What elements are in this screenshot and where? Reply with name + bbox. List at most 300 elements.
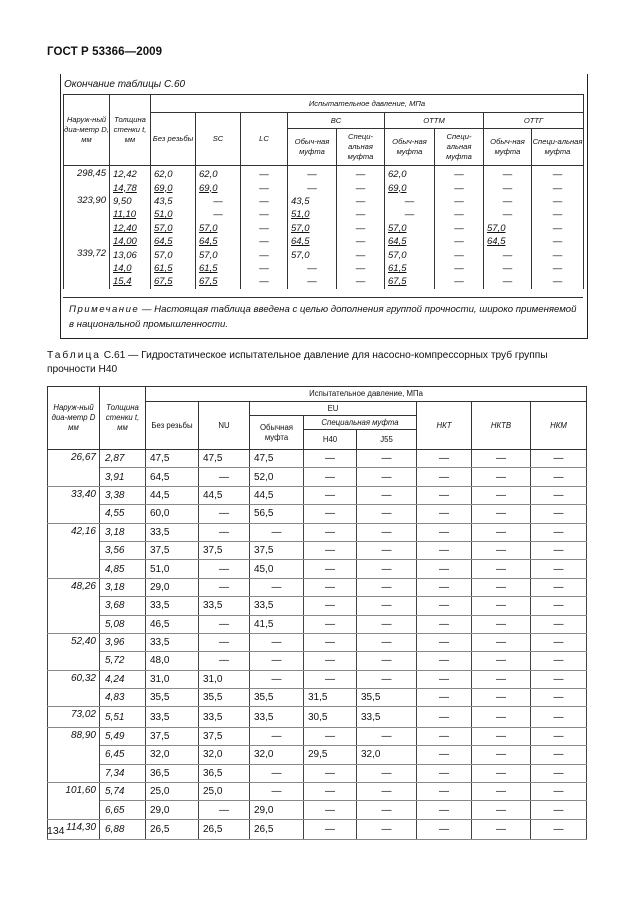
cell-pressure: —: [357, 633, 417, 651]
cell-pressure: —: [304, 523, 357, 541]
cell-pressure: —: [532, 222, 584, 235]
cell-pressure: —: [532, 195, 584, 208]
cell-pressure: —: [250, 652, 304, 670]
cell-pressure: 33,5: [146, 707, 199, 727]
cell-pressure: —: [472, 707, 531, 727]
cell-wall: 3,18: [100, 523, 146, 541]
cell-pressure: 35,5: [250, 689, 304, 707]
cell-pressure: —: [531, 450, 587, 468]
cell-pressure: —: [472, 727, 531, 745]
cell-pressure: —: [532, 208, 584, 221]
cell-pressure: —: [531, 541, 587, 559]
cell-pressure: —: [417, 764, 472, 782]
cell-pressure: —: [250, 670, 304, 688]
cell-pressure: 57,0: [288, 248, 337, 261]
cell-pressure: —: [417, 819, 472, 839]
cell-pressure: —: [484, 248, 532, 261]
table-row: [64, 195, 584, 208]
cell-pressure: —: [250, 727, 304, 745]
cell-pressure: —: [357, 578, 417, 596]
cell-pressure: 57,0: [484, 222, 532, 235]
page-number: 134: [47, 825, 65, 837]
cell-pressure: 41,5: [250, 615, 304, 633]
cell-pressure: —: [472, 819, 531, 839]
table-row: [48, 727, 587, 745]
col-header-sc: SC: [196, 113, 241, 166]
cell-pressure: 69,0: [196, 181, 241, 194]
t61-col-header-j55: J55: [357, 430, 417, 450]
t61-col-header-plain: Без резьбы: [146, 402, 199, 450]
cell-pressure: 29,0: [146, 801, 199, 819]
cell-pressure: 43,5: [151, 195, 196, 208]
cell-pressure: —: [241, 248, 288, 261]
t61-col-header-hkt: НКТ: [417, 402, 472, 450]
cell-pressure: —: [304, 560, 357, 578]
cell-od: 42,16: [48, 523, 100, 578]
cell-pressure: —: [531, 633, 587, 651]
table-c61-body: [48, 450, 587, 840]
cell-wall: 6,65: [100, 801, 146, 819]
table-c61-label: Таблица: [47, 350, 101, 361]
cell-wall: 5,08: [100, 615, 146, 633]
cell-pressure: —: [250, 523, 304, 541]
cell-pressure: —: [357, 670, 417, 688]
cell-pressure: 33,5: [146, 633, 199, 651]
cell-pressure: —: [241, 222, 288, 235]
col-header-lc: LC: [241, 113, 288, 166]
cell-pressure: —: [532, 235, 584, 248]
cell-pressure: 64,5: [484, 235, 532, 248]
cell-pressure: —: [199, 560, 250, 578]
table-c61: [47, 386, 587, 840]
cell-wall: 11,10: [110, 208, 151, 221]
table-row: [64, 248, 584, 261]
cell-pressure: —: [472, 801, 531, 819]
cell-pressure: 57,0: [151, 222, 196, 235]
table-row: [64, 275, 584, 288]
cell-pressure: —: [417, 633, 472, 651]
cell-od: [64, 275, 110, 288]
cell-pressure: 35,5: [199, 689, 250, 707]
cell-pressure: —: [531, 578, 587, 596]
col-header-ottg-special: Специ-альная муфта: [532, 129, 584, 166]
cell-pressure: —: [199, 633, 250, 651]
table-row: [48, 560, 587, 578]
cell-pressure: —: [241, 195, 288, 208]
cell-pressure: 47,5: [250, 450, 304, 468]
cell-pressure: 52,0: [250, 468, 304, 486]
table-c60: [63, 94, 584, 289]
cell-pressure: —: [357, 597, 417, 615]
t61-col-header-pressure: Испытательное давление, МПа: [146, 387, 587, 402]
t61-col-header-h40: Н40: [304, 430, 357, 450]
cell-wall: 5,72: [100, 652, 146, 670]
cell-wall: 5,51: [100, 707, 146, 727]
col-header-ottm-special: Специ-альная муфта: [435, 129, 484, 166]
cell-pressure: 29,0: [146, 578, 199, 596]
cell-pressure: —: [357, 523, 417, 541]
cell-pressure: 37,5: [250, 541, 304, 559]
cell-pressure: 48,0: [146, 652, 199, 670]
cell-pressure: —: [357, 764, 417, 782]
cell-pressure: 33,5: [357, 707, 417, 727]
cell-wall: 9,50: [110, 195, 151, 208]
cell-od: 26,67: [48, 450, 100, 487]
cell-pressure: 69,0: [385, 181, 435, 194]
cell-pressure: —: [531, 783, 587, 801]
cell-pressure: —: [337, 262, 385, 275]
cell-pressure: —: [199, 505, 250, 523]
cell-pressure: 61,5: [196, 262, 241, 275]
cell-pressure: 30,5: [304, 707, 357, 727]
cell-pressure: —: [435, 248, 484, 261]
cell-wall: 14,78: [110, 181, 151, 194]
cell-pressure: —: [417, 707, 472, 727]
table-row: [64, 181, 584, 194]
cell-pressure: —: [357, 783, 417, 801]
cell-od: 88,90: [48, 727, 100, 782]
table-row: [48, 578, 587, 596]
cell-pressure: —: [532, 166, 584, 182]
cell-pressure: —: [417, 468, 472, 486]
cell-pressure: 25,0: [146, 783, 199, 801]
cell-pressure: —: [531, 486, 587, 504]
cell-pressure: —: [472, 523, 531, 541]
cell-pressure: 64,5: [151, 235, 196, 248]
cell-wall: 14,0: [110, 262, 151, 275]
cell-pressure: 29,5: [304, 746, 357, 764]
table-c60-note: [63, 297, 583, 332]
note-label: Примечание: [69, 304, 140, 315]
cell-pressure: 25,0: [199, 783, 250, 801]
cell-pressure: —: [241, 208, 288, 221]
cell-pressure: —: [531, 670, 587, 688]
cell-wall: 14,00: [110, 235, 151, 248]
cell-pressure: —: [304, 783, 357, 801]
t61-col-header-od: Наруж-ный диа-метр D мм: [48, 387, 100, 450]
col-header-pressure: Испытательное давление, МПа: [151, 95, 584, 113]
t61-col-header-regular: Обычная муфта: [250, 416, 304, 450]
table-row: [48, 523, 587, 541]
cell-pressure: —: [357, 450, 417, 468]
cell-pressure: —: [304, 578, 357, 596]
cell-pressure: —: [199, 652, 250, 670]
cell-pressure: 44,5: [199, 486, 250, 504]
table-row: [48, 689, 587, 707]
table-row: [64, 262, 584, 275]
cell-pressure: —: [304, 801, 357, 819]
cell-pressure: —: [196, 195, 241, 208]
cell-pressure: —: [288, 262, 337, 275]
cell-pressure: 32,0: [199, 746, 250, 764]
cell-wall: 12,40: [110, 222, 151, 235]
cell-pressure: —: [472, 689, 531, 707]
t61-col-header-special: Специальная муфта: [304, 416, 417, 430]
cell-pressure: —: [435, 235, 484, 248]
cell-pressure: 67,5: [385, 275, 435, 288]
cell-pressure: —: [357, 560, 417, 578]
cell-pressure: —: [385, 208, 435, 221]
cell-pressure: —: [199, 578, 250, 596]
cell-pressure: 33,5: [250, 707, 304, 727]
cell-pressure: 37,5: [146, 727, 199, 745]
cell-pressure: —: [385, 195, 435, 208]
cell-pressure: —: [241, 235, 288, 248]
cell-wall: 13,06: [110, 248, 151, 261]
cell-pressure: 44,5: [250, 486, 304, 504]
table-c60-caption: Окончание таблицы С.60: [64, 79, 186, 90]
cell-pressure: —: [417, 560, 472, 578]
cell-od: 101,60: [48, 783, 100, 820]
cell-pressure: 26,5: [199, 819, 250, 839]
cell-pressure: 62,0: [151, 166, 196, 182]
cell-pressure: —: [472, 670, 531, 688]
table-row: [48, 633, 587, 651]
cell-pressure: —: [531, 707, 587, 727]
cell-pressure: 43,5: [288, 195, 337, 208]
cell-wall: 4,55: [100, 505, 146, 523]
cell-pressure: 56,5: [250, 505, 304, 523]
col-header-ottg-regular: Обыч-ная муфта: [484, 129, 532, 166]
cell-od: 60,32: [48, 670, 100, 707]
table-row: [64, 166, 584, 182]
cell-pressure: —: [357, 727, 417, 745]
t61-col-header-hktv: НКТВ: [472, 402, 531, 450]
cell-pressure: —: [241, 262, 288, 275]
cell-pressure: —: [472, 746, 531, 764]
cell-pressure: —: [337, 166, 385, 182]
cell-pressure: 26,5: [250, 819, 304, 839]
cell-wall: 7,34: [100, 764, 146, 782]
cell-pressure: —: [241, 181, 288, 194]
cell-pressure: —: [472, 486, 531, 504]
cell-pressure: —: [304, 597, 357, 615]
cell-pressure: —: [304, 450, 357, 468]
cell-pressure: —: [472, 541, 531, 559]
cell-pressure: —: [337, 208, 385, 221]
cell-pressure: —: [531, 505, 587, 523]
cell-pressure: —: [417, 450, 472, 468]
cell-pressure: —: [531, 468, 587, 486]
cell-pressure: —: [357, 801, 417, 819]
cell-od: 114,30: [48, 819, 100, 839]
cell-pressure: 61,5: [151, 262, 196, 275]
cell-pressure: —: [337, 248, 385, 261]
cell-pressure: —: [531, 746, 587, 764]
cell-wall: 3,68: [100, 597, 146, 615]
cell-pressure: —: [417, 727, 472, 745]
cell-od: 33,40: [48, 486, 100, 523]
cell-pressure: —: [417, 505, 472, 523]
cell-pressure: —: [417, 652, 472, 670]
cell-pressure: —: [250, 633, 304, 651]
cell-pressure: —: [435, 275, 484, 288]
cell-pressure: —: [304, 615, 357, 633]
cell-pressure: —: [417, 801, 472, 819]
cell-pressure: —: [531, 727, 587, 745]
cell-pressure: —: [304, 505, 357, 523]
cell-pressure: 51,0: [151, 208, 196, 221]
cell-pressure: —: [304, 633, 357, 651]
cell-pressure: —: [531, 615, 587, 633]
cell-pressure: 29,0: [250, 801, 304, 819]
col-header-bc: ВС: [288, 113, 385, 129]
cell-pressure: 64,5: [196, 235, 241, 248]
cell-pressure: 51,0: [146, 560, 199, 578]
cell-pressure: —: [472, 615, 531, 633]
cell-pressure: —: [337, 222, 385, 235]
cell-pressure: —: [417, 523, 472, 541]
cell-wall: 3,18: [100, 578, 146, 596]
cell-pressure: —: [357, 541, 417, 559]
cell-pressure: —: [435, 262, 484, 275]
table-row: [48, 486, 587, 504]
cell-pressure: —: [472, 505, 531, 523]
cell-od: 298,45: [64, 166, 110, 182]
cell-od: 323,90: [64, 195, 110, 208]
cell-pressure: 64,5: [288, 235, 337, 248]
cell-pressure: 46,5: [146, 615, 199, 633]
cell-pressure: —: [304, 541, 357, 559]
cell-od: [64, 208, 110, 221]
table-row: [48, 801, 587, 819]
cell-pressure: —: [417, 486, 472, 504]
cell-pressure: —: [357, 652, 417, 670]
table-c61-title-text: С.61 — Гидростатическое испытательное давление для насосно-компрессорных труб группы прочности Н40: [47, 350, 548, 375]
cell-pressure: —: [337, 275, 385, 288]
table-row: [48, 670, 587, 688]
cell-pressure: 33,5: [146, 597, 199, 615]
col-header-bc-regular: Обыч-ная муфта: [288, 129, 337, 166]
cell-pressure: —: [199, 615, 250, 633]
cell-pressure: 57,0: [196, 248, 241, 261]
t61-col-header-eu: EU: [250, 402, 417, 416]
col-header-plain: Без резьбы: [151, 113, 196, 166]
cell-pressure: —: [196, 208, 241, 221]
cell-pressure: —: [199, 801, 250, 819]
cell-pressure: —: [532, 275, 584, 288]
table-row: [64, 222, 584, 235]
table-row: [48, 597, 587, 615]
t61-col-header-nu: NU: [199, 402, 250, 450]
cell-pressure: —: [288, 166, 337, 182]
cell-pressure: —: [531, 523, 587, 541]
cell-wall: 15,4: [110, 275, 151, 288]
cell-pressure: 67,5: [196, 275, 241, 288]
cell-pressure: 57,0: [385, 248, 435, 261]
cell-wall: 6,88: [100, 819, 146, 839]
cell-pressure: 37,5: [199, 541, 250, 559]
col-header-ottm: ОТТМ: [385, 113, 484, 129]
cell-pressure: 64,5: [146, 468, 199, 486]
cell-pressure: —: [417, 746, 472, 764]
cell-pressure: —: [472, 764, 531, 782]
cell-pressure: 57,0: [288, 222, 337, 235]
cell-od: 48,26: [48, 578, 100, 633]
cell-pressure: —: [531, 597, 587, 615]
cell-wall: 5,74: [100, 783, 146, 801]
cell-pressure: —: [472, 597, 531, 615]
cell-pressure: —: [472, 783, 531, 801]
cell-pressure: —: [288, 275, 337, 288]
cell-pressure: —: [531, 764, 587, 782]
cell-pressure: 67,5: [151, 275, 196, 288]
cell-pressure: —: [472, 450, 531, 468]
cell-pressure: —: [472, 652, 531, 670]
cell-pressure: 31,0: [146, 670, 199, 688]
cell-pressure: 33,5: [250, 597, 304, 615]
cell-pressure: —: [241, 166, 288, 182]
cell-pressure: —: [435, 222, 484, 235]
cell-wall: 4,83: [100, 689, 146, 707]
t61-col-header-wall: Толщина стенки t, мм: [100, 387, 146, 450]
cell-pressure: 32,0: [146, 746, 199, 764]
cell-wall: 4,24: [100, 670, 146, 688]
cell-pressure: —: [417, 670, 472, 688]
cell-pressure: —: [241, 275, 288, 288]
cell-pressure: 47,5: [199, 450, 250, 468]
cell-pressure: 33,5: [146, 523, 199, 541]
cell-pressure: —: [472, 633, 531, 651]
cell-pressure: 33,5: [199, 707, 250, 727]
cell-wall: 4,85: [100, 560, 146, 578]
cell-wall: 6,45: [100, 746, 146, 764]
cell-pressure: —: [472, 578, 531, 596]
cell-pressure: 36,5: [199, 764, 250, 782]
cell-pressure: —: [304, 486, 357, 504]
cell-pressure: 33,5: [199, 597, 250, 615]
table-row: [48, 764, 587, 782]
cell-pressure: —: [304, 764, 357, 782]
cell-pressure: —: [250, 578, 304, 596]
cell-pressure: —: [357, 468, 417, 486]
cell-pressure: —: [304, 652, 357, 670]
cell-pressure: —: [417, 597, 472, 615]
cell-pressure: —: [304, 468, 357, 486]
cell-pressure: —: [532, 262, 584, 275]
cell-pressure: 37,5: [199, 727, 250, 745]
cell-pressure: —: [532, 248, 584, 261]
table-row: [64, 208, 584, 221]
cell-pressure: —: [472, 560, 531, 578]
cell-pressure: —: [435, 166, 484, 182]
cell-pressure: —: [304, 819, 357, 839]
cell-pressure: 64,5: [385, 235, 435, 248]
table-row: [48, 450, 587, 468]
table-row: [48, 783, 587, 801]
cell-pressure: —: [484, 181, 532, 194]
cell-pressure: 57,0: [385, 222, 435, 235]
cell-pressure: —: [337, 181, 385, 194]
cell-wall: 2,87: [100, 450, 146, 468]
cell-pressure: 37,5: [146, 541, 199, 559]
cell-pressure: —: [531, 801, 587, 819]
cell-pressure: —: [435, 181, 484, 194]
cell-pressure: —: [435, 195, 484, 208]
cell-pressure: 35,5: [357, 689, 417, 707]
table-row: [48, 468, 587, 486]
table-row: [48, 819, 587, 839]
cell-od: [64, 235, 110, 248]
cell-pressure: 69,0: [151, 181, 196, 194]
cell-pressure: —: [357, 615, 417, 633]
document-header: ГОСТ Р 53366—2009: [47, 46, 163, 58]
cell-od: [64, 262, 110, 275]
cell-od: 339,72: [64, 248, 110, 261]
cell-od: [64, 181, 110, 194]
table-row: [48, 615, 587, 633]
cell-pressure: —: [472, 468, 531, 486]
